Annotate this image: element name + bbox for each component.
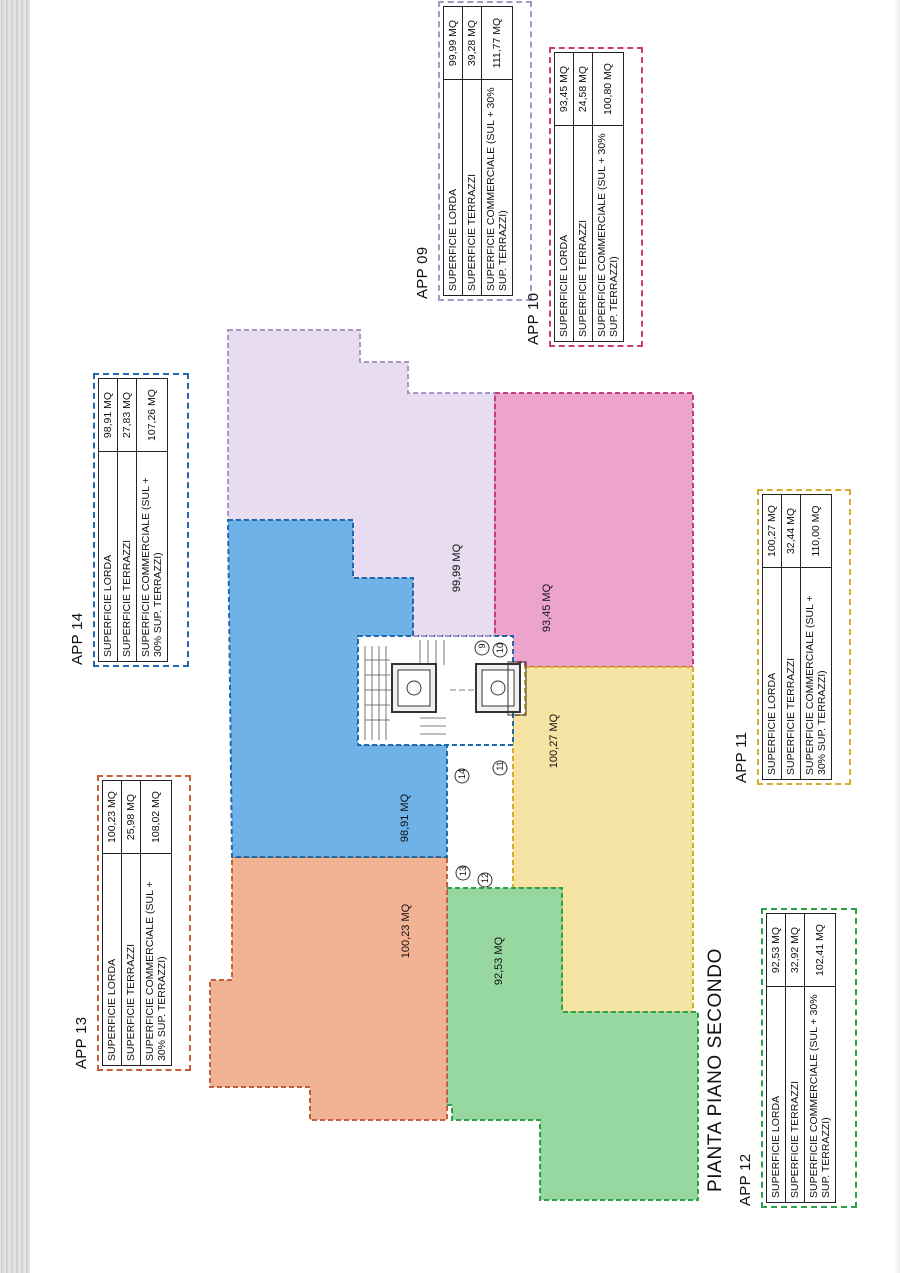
door-number-14: 14 <box>457 769 467 780</box>
unit-11-area-label: 100,27 MQ <box>548 713 560 769</box>
unit-11-row-label: SUPERFICIE TERRAZZI <box>782 568 801 780</box>
unit-10-row-value: 100,80 MQ <box>593 53 624 126</box>
door-number-13: 13 <box>458 866 468 877</box>
unit-10-table <box>554 52 624 342</box>
unit-14-row-value: 98,91 MQ <box>99 379 118 452</box>
unit-10-row-value: 93,45 MQ <box>555 53 574 126</box>
unit-12-row-label: SUPERFICIE LORDA <box>767 987 786 1203</box>
unit-09-area-label: 99,99 MQ <box>451 543 463 593</box>
unit-13-row-value: 108,02 MQ <box>141 781 172 854</box>
unit-13-row-label: SUPERFICIE COMMERCIALE (SUL + 30% SUP. TERRAZZI) <box>141 854 172 1066</box>
unit-09-info <box>414 1 532 301</box>
door-number-11: 11 <box>495 761 505 771</box>
unit-14-row-label: SUPERFICIE LORDA <box>99 452 118 662</box>
unit-13-row-label: SUPERFICIE TERRAZZI <box>122 854 141 1066</box>
unit-12-info-box <box>761 908 857 1208</box>
unit-14-info-box <box>93 373 189 667</box>
unit-09-row-value: 99,99 MQ <box>444 7 463 80</box>
unit-11-info <box>733 489 851 785</box>
unit-11-row-value: 32,44 MQ <box>782 495 801 568</box>
unit-11-row-label: SUPERFICIE COMMERCIALE (SUL + 30% SUP. TERRAZZI) <box>801 568 832 780</box>
unit-10-name: APP 10 <box>525 292 542 345</box>
door-number-09: 9 <box>477 643 487 649</box>
unit-10-row-label: SUPERFICIE TERRAZZI <box>574 126 593 342</box>
unit-11-row-value: 110,00 MQ <box>801 495 832 568</box>
unit-14-name: APP 14 <box>69 612 86 665</box>
unit-10-area <box>495 393 693 667</box>
unit-12-info <box>737 908 857 1208</box>
unit-14-row-label: SUPERFICIE TERRAZZI <box>118 452 137 662</box>
unit-09-name: APP 09 <box>414 246 431 299</box>
unit-09-row-label: SUPERFICIE LORDA <box>444 80 463 296</box>
unit-10-info-box <box>549 47 643 347</box>
unit-12-row-value: 32,92 MQ <box>786 914 805 987</box>
unit-13-info-box <box>97 775 191 1071</box>
unit-12-row-label: SUPERFICIE COMMERCIALE (SUL + 30% SUP. TERRAZZI) <box>805 987 836 1203</box>
unit-11-row-label: SUPERFICIE LORDA <box>763 568 782 780</box>
unit-11-row-value: 100,27 MQ <box>763 495 782 568</box>
unit-13-table <box>102 780 172 1066</box>
unit-09-table <box>443 6 513 296</box>
unit-13-row-value: 25,98 MQ <box>122 781 141 854</box>
unit-13-row-label: SUPERFICIE LORDA <box>103 854 122 1066</box>
page-title: PIANTA PIANO SECONDO <box>705 948 726 1192</box>
unit-14-area-label: 98,91 MQ <box>399 793 411 843</box>
unit-10-row-label: SUPERFICIE LORDA <box>555 126 574 342</box>
unit-12-table <box>766 913 836 1203</box>
unit-13-name: APP 13 <box>73 1016 90 1069</box>
unit-12-row-label: SUPERFICIE TERRAZZI <box>786 987 805 1203</box>
unit-10-info <box>525 47 643 347</box>
unit-10-row-label: SUPERFICIE COMMERCIALE (SUL + 30% SUP. TERRAZZI) <box>593 126 624 342</box>
unit-11-info-box <box>757 489 851 785</box>
unit-12-area-label: 92,53 MQ <box>493 936 505 986</box>
door-number-10: 10 <box>495 643 505 654</box>
door-number-12: 12 <box>480 873 490 884</box>
unit-09-row-value: 111,77 MQ <box>482 7 513 80</box>
unit-09-row-label: SUPERFICIE TERRAZZI <box>463 80 482 296</box>
unit-14-info <box>69 373 189 667</box>
unit-11-name: APP 11 <box>733 731 750 783</box>
unit-13-info <box>73 775 191 1071</box>
unit-12-name: APP 12 <box>737 1153 754 1206</box>
unit-09-row-value: 39,28 MQ <box>463 7 482 80</box>
unit-14-row-value: 107,26 MQ <box>137 379 168 452</box>
unit-09-info-box <box>438 1 532 301</box>
unit-13-row-value: 100,23 MQ <box>103 781 122 854</box>
unit-12-row-value: 102,41 MQ <box>805 914 836 987</box>
unit-14-row-label: SUPERFICIE COMMERCIALE (SUL + 30% SUP. TERRAZZI) <box>137 452 168 662</box>
unit-14-table <box>98 378 168 662</box>
unit-11-table <box>762 494 832 780</box>
unit-14-row-value: 27,83 MQ <box>118 379 137 452</box>
unit-09-row-label: SUPERFICIE COMMERCIALE (SUL + 30% SUP. TERRAZZI) <box>482 80 513 296</box>
unit-13-area-label: 100,23 MQ <box>400 903 412 959</box>
unit-10-area-label: 93,45 MQ <box>541 583 553 633</box>
unit-10-row-value: 24,58 MQ <box>574 53 593 126</box>
unit-12-row-value: 92,53 MQ <box>767 914 786 987</box>
